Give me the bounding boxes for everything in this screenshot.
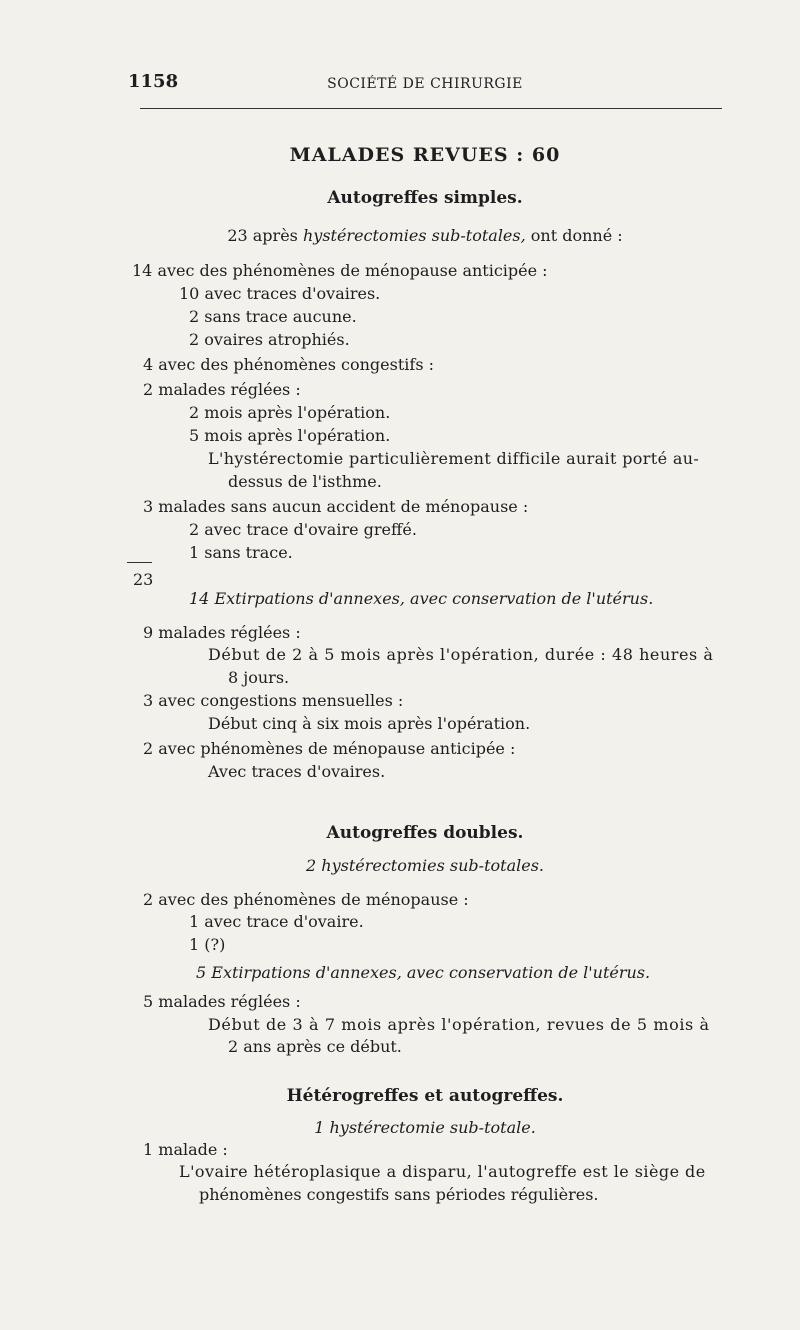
text-line: 3 avec congestions mensuelles :	[143, 691, 404, 710]
text-line: 2 ans après ce début.	[228, 1037, 402, 1056]
text-line: 2 malades réglées :	[143, 380, 301, 399]
text-line: L'ovaire hétéroplasique a disparu, l'autogreffe est le siège de	[179, 1162, 706, 1181]
text-line: Début de 3 à 7 mois après l'opération, revues de 5 mois à	[208, 1015, 710, 1034]
text-line: 2 avec des phénomènes de ménopause :	[143, 890, 469, 909]
intro-line	[0, 226, 800, 246]
text-line: 1 malade :	[143, 1140, 228, 1159]
page-number: 1158	[128, 71, 179, 92]
text-line: dessus de l'isthme.	[228, 472, 382, 491]
sum-total: 23	[133, 570, 154, 589]
text-line: Avec traces d'ovaires.	[208, 762, 386, 781]
intro-italic: hystérectomies sub-totales,	[302, 226, 526, 245]
doubles-subheading: 2 hystérectomies sub-totales.	[306, 856, 544, 875]
text-line: 10 avec traces d'ovaires.	[179, 284, 381, 303]
sum-rule	[127, 562, 152, 563]
header-rule	[140, 108, 722, 109]
text-line: Début cinq à six mois après l'opération.	[208, 714, 531, 733]
text-line: 5 malades réglées :	[143, 992, 301, 1011]
section-title: MALADES REVUES : 60	[289, 144, 561, 166]
intro-prefix: 23 après	[227, 226, 298, 245]
text-line: L'hystérectomie particulièrement difficile aurait porté au-	[208, 449, 700, 468]
text-line: phénomènes congestifs sans périodes régulières.	[199, 1185, 599, 1204]
text-line: 1 avec trace d'ovaire.	[189, 912, 364, 931]
text-line: 3 malades sans aucun accident de ménopause :	[143, 497, 529, 516]
heading-heterogreffes: Hétérogreffes et autogreffes.	[286, 1086, 564, 1106]
text-line: 2 mois après l'opération.	[189, 403, 391, 422]
intro-suffix: ont donné :	[525, 226, 623, 245]
text-line: 1 sans trace.	[189, 543, 293, 562]
heading-autogreffes-simples: Autogreffes simples.	[327, 188, 523, 208]
text-line: 2 sans trace aucune.	[189, 307, 357, 326]
text-line: 14 avec des phénomènes de ménopause anticipée :	[132, 261, 548, 280]
subheading-extirpations-2: 5 Extirpations d'annexes, avec conservation de l'utérus.	[196, 963, 651, 982]
running-header: SOCIÉTÉ DE CHIRURGIE	[327, 76, 523, 92]
text-line: 8 jours.	[228, 668, 290, 687]
text-line: 4 avec des phénomènes congestifs :	[143, 355, 435, 374]
text-line: 9 malades réglées :	[143, 623, 301, 642]
hetero-subheading: 1 hystérectomie sub-totale.	[314, 1118, 536, 1137]
text-line: 2 avec trace d'ovaire greffé.	[189, 520, 417, 539]
text-line: 5 mois après l'opération.	[189, 426, 391, 445]
text-line: 1 (?)	[189, 935, 226, 954]
heading-autogreffes-doubles: Autogreffes doubles.	[326, 823, 524, 843]
text-line: Début de 2 à 5 mois après l'opération, durée : 48 heures à	[208, 645, 714, 664]
text-line: 2 avec phénomènes de ménopause anticipée :	[143, 739, 516, 758]
text-line: 2 ovaires atrophiés.	[189, 330, 350, 349]
subheading-extirpations: 14 Extirpations d'annexes, avec conservation de l'utérus.	[189, 589, 654, 608]
